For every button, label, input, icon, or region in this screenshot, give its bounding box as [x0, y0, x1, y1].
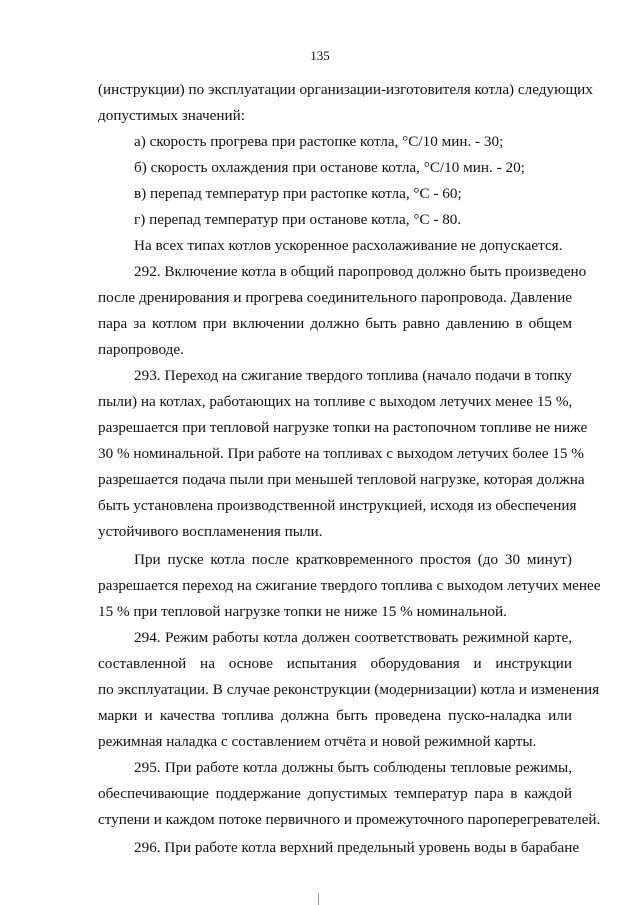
paragraph-293-line: быть установлена производственной инструкцией, исходя из обеспечения	[98, 497, 577, 514]
paragraph-293-line: разрешается подача пыли при меньшей тепловой нагрузке, которая должна	[98, 471, 585, 488]
paragraph-294-line: составленной на основе испытания оборудования и инструкции	[98, 655, 572, 672]
text-line: На всех типах котлов ускоренное расхолаживание не допускается.	[134, 237, 563, 254]
paragraph-294-line: 294. Режим работы котла должен соответствовать режимной карте,	[134, 629, 572, 646]
list-item: г) перепад температур при останове котла, °С - 80.	[134, 211, 462, 228]
paragraph-292-line: паропроводе.	[98, 341, 184, 358]
paragraph-292-line: пара за котлом при включении должно быть равно давлению в общем	[98, 315, 572, 332]
paragraph-293-line: устойчивого воспламенения пыли.	[98, 523, 323, 540]
paragraph-295-line: ступени и каждом потоке первичного и промежуточного пароперегревателей.	[98, 811, 601, 828]
paragraph-294-line: режимная наладка с составлением отчёта и новой режимной карты.	[98, 733, 537, 750]
paragraph-293-line: 293. Переход на сжигание твердого топлива (начало подачи в топку	[134, 367, 572, 384]
paragraph-293-line: разрешается при тепловой нагрузке топки на растопочном топливе не ниже	[98, 419, 588, 436]
list-item: б) скорость охлаждения при останове котла, °С/10 мин. - 20;	[134, 159, 525, 176]
list-item: а) скорость прогрева при растопке котла, °С/10 мин. - 30;	[134, 133, 504, 150]
scan-mark	[318, 893, 319, 905]
paragraph-295-line: обеспечивающие поддержание допустимых температур пара в каждой	[98, 785, 572, 802]
text-line: (инструкции) по эксплуатации организации-изготовителя котла) следующих	[98, 81, 593, 98]
paragraph-296-line: 296. При работе котла верхний предельный уровень воды в барабане	[134, 839, 580, 856]
paragraph-startup-line: 15 % при тепловой нагрузке топки не ниже 15 % номинальной.	[98, 603, 507, 620]
paragraph-294-line: по эксплуатации. В случае реконструкции (модернизации) котла и изменения	[98, 681, 600, 698]
paragraph-startup-line: При пуске котла после кратковременного простоя (до 30 минут)	[134, 551, 572, 568]
paragraph-294-line: марки и качества топлива должна быть проведена пуско-наладка или	[98, 707, 572, 724]
page-number: 135	[310, 48, 330, 63]
paragraph-293-line: 30 % номинальной. При работе на топливах с выходом летучих более 15 %	[98, 445, 584, 462]
paragraph-293-line: пыли) на котлах, работающих на топливе с выходом летучих менее 15 %,	[98, 393, 573, 410]
paragraph-292-line: после дренирования и прогрева соединительного паропровода. Давление	[98, 289, 572, 306]
paragraph-295-line: 295. При работе котла должны быть соблюдены тепловые режимы,	[134, 759, 572, 776]
list-item: в) перепад температур при растопке котла, °С - 60;	[134, 185, 462, 202]
text-line: допустимых значений:	[98, 107, 245, 124]
paragraph-startup-line: разрешается переход на сжигание твердого топлива с выходом летучих менее	[98, 577, 601, 594]
paragraph-292-line: 292. Включение котла в общий паропровод должно быть произведено	[134, 263, 587, 280]
